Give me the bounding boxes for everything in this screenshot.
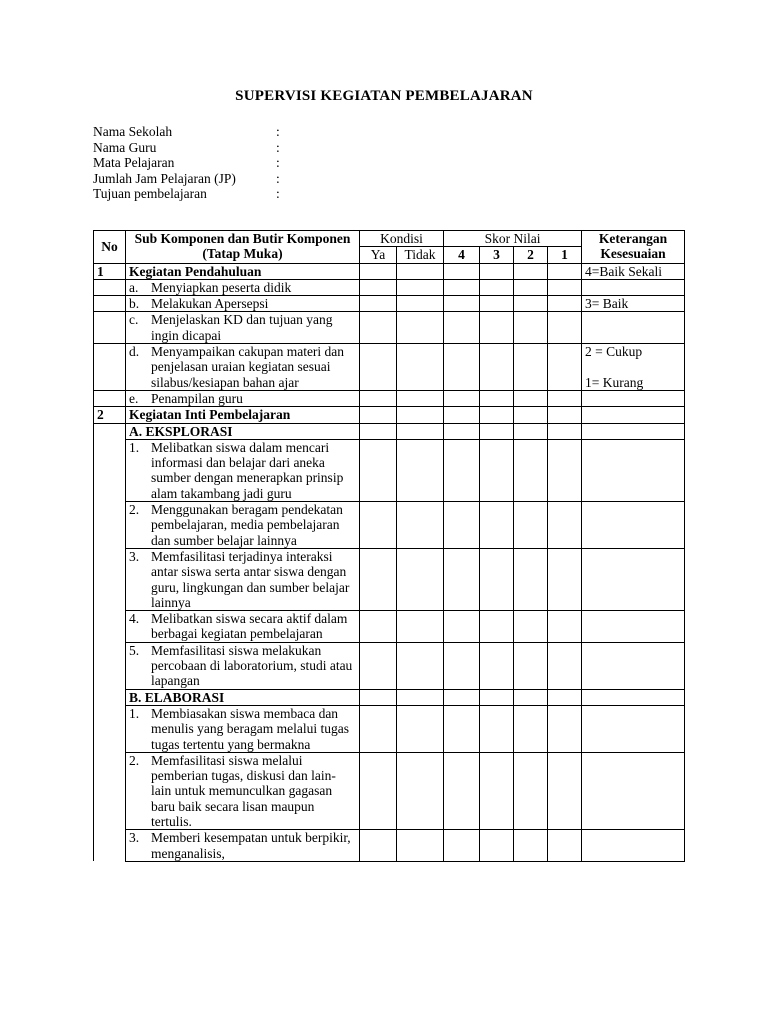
- cell-score-2[interactable]: [514, 642, 548, 689]
- cell-ya[interactable]: [360, 830, 397, 862]
- info-label: Mata Pelajaran: [93, 155, 175, 170]
- cell-score-3[interactable]: [480, 439, 514, 501]
- info-label: Jumlah Jam Pelajaran (JP): [93, 170, 236, 186]
- table-row: [94, 296, 685, 312]
- cell-score-3[interactable]: [480, 263, 514, 279]
- table-row: [94, 312, 685, 344]
- cell-score-1[interactable]: [548, 390, 582, 406]
- item-mark: 2.: [129, 502, 140, 518]
- cell-ya[interactable]: [360, 312, 397, 344]
- header-keterangan: Keterangan Kesesuaian: [582, 231, 685, 264]
- keterangan-cell: [582, 752, 685, 829]
- item-mark: e.: [129, 390, 139, 406]
- cell-score-3[interactable]: [480, 312, 514, 344]
- table-row: [94, 439, 685, 501]
- cell-score-1[interactable]: [548, 407, 582, 423]
- cell-score-4[interactable]: [444, 423, 480, 439]
- cell-score-4[interactable]: [444, 642, 480, 689]
- cell-tidak[interactable]: [397, 390, 444, 406]
- item-text: Melibatkan siswa dalam mencari informasi dan belajar dari aneka sumber dengan menerapkan prinsip alam takambang jadi guru: [151, 439, 344, 501]
- cell-score-1[interactable]: [548, 344, 582, 391]
- cell-score-1[interactable]: [548, 642, 582, 689]
- cell-ya[interactable]: [360, 407, 397, 423]
- cell-score-3[interactable]: [480, 642, 514, 689]
- item-text: Melakukan Apersepsi: [151, 296, 269, 312]
- section-title: Kegiatan Inti Pembelajaran: [126, 407, 360, 423]
- cell-tidak[interactable]: [397, 548, 444, 610]
- keterangan-kurang: 1= Kurang: [585, 374, 644, 390]
- item-mark: 4.: [129, 611, 140, 627]
- cell-tidak[interactable]: [397, 407, 444, 423]
- keterangan-cell: [582, 279, 685, 295]
- cell-score-3[interactable]: [480, 752, 514, 829]
- info-colon: :: [276, 170, 280, 186]
- cell-score-1[interactable]: [548, 705, 582, 752]
- cell-score-2[interactable]: [514, 830, 548, 862]
- subsection-row-eksplorasi: [94, 423, 685, 439]
- item-cell: [126, 705, 360, 752]
- item-cell: [126, 611, 360, 643]
- item-mark: c.: [129, 312, 139, 328]
- cell-no: [94, 312, 126, 344]
- header-score-4: 4: [444, 247, 480, 263]
- table-row: [94, 611, 685, 643]
- cell-score-4[interactable]: [444, 344, 480, 391]
- cell-score-4[interactable]: [444, 830, 480, 862]
- cell-score-3[interactable]: [480, 390, 514, 406]
- header-score-1: 1: [548, 247, 582, 263]
- cell-score-3[interactable]: [480, 830, 514, 862]
- cell-score-4[interactable]: [444, 752, 480, 829]
- cell-score-3[interactable]: [480, 502, 514, 549]
- item-cell: [126, 439, 360, 501]
- keterangan-cell: 4=Baik Sekali: [582, 263, 685, 279]
- item-cell: [126, 752, 360, 829]
- table-row: [94, 705, 685, 752]
- table-row: [94, 752, 685, 829]
- cell-tidak[interactable]: [397, 296, 444, 312]
- header-score-2: 2: [514, 247, 548, 263]
- cell-score-2[interactable]: [514, 548, 548, 610]
- item-cell: [126, 390, 360, 406]
- subsection-title: A. EKSPLORASI: [126, 423, 360, 439]
- header-tidak: Tidak: [397, 247, 444, 263]
- item-mark: 1.: [129, 439, 140, 455]
- cell-score-2[interactable]: [514, 689, 548, 705]
- section-row-inti: [94, 407, 685, 423]
- cell-score-2[interactable]: [514, 705, 548, 752]
- cell-score-4[interactable]: [444, 705, 480, 752]
- keterangan-cell: [582, 830, 685, 862]
- item-text: Menggunakan beragam pendekatan pembelajaran, media pembelajaran dan sumber belajar lainnya: [151, 502, 343, 548]
- item-mark: 1.: [129, 705, 140, 721]
- cell-ya[interactable]: [360, 439, 397, 501]
- header-kondisi: Kondisi: [360, 231, 444, 247]
- cell-score-2[interactable]: [514, 502, 548, 549]
- cell-score-1[interactable]: [548, 279, 582, 295]
- cell-ya[interactable]: [360, 296, 397, 312]
- item-cell: [126, 344, 360, 391]
- cell-tidak[interactable]: [397, 312, 444, 344]
- cell-tidak[interactable]: [397, 344, 444, 391]
- cell-score-2[interactable]: [514, 390, 548, 406]
- item-cell: [126, 296, 360, 312]
- info-label: Nama Guru: [93, 139, 157, 155]
- item-mark: 5.: [129, 642, 140, 658]
- cell-score-3[interactable]: [480, 611, 514, 643]
- cell-score-4[interactable]: [444, 312, 480, 344]
- cell-score-4[interactable]: [444, 611, 480, 643]
- document-title: SUPERVISI KEGIATAN PEMBELAJARAN: [235, 88, 533, 104]
- item-mark: a.: [129, 279, 139, 295]
- cell-ya[interactable]: [360, 502, 397, 549]
- keterangan-cell: [582, 423, 685, 439]
- cell-tidak[interactable]: [397, 423, 444, 439]
- cell-score-2[interactable]: [514, 752, 548, 829]
- header-skor-nilai: Skor Nilai: [444, 231, 582, 247]
- item-text: Menyampaikan cakupan materi dan penjelasan uraian kegiatan sesuai silabus/kesiapan bahan ajar: [151, 344, 345, 390]
- cell-score-3[interactable]: [480, 548, 514, 610]
- item-mark: 2.: [129, 752, 140, 768]
- header-row-1: [94, 231, 685, 247]
- keterangan-cell: [582, 689, 685, 705]
- cell-score-4[interactable]: [444, 279, 480, 295]
- cell-no: [94, 296, 126, 312]
- cell-ya[interactable]: [360, 548, 397, 610]
- cell-score-4[interactable]: [444, 502, 480, 549]
- item-text: Memberi kesempatan untuk berpikir, menganalisis,: [151, 830, 351, 861]
- cell-score-2[interactable]: [514, 344, 548, 391]
- cell-score-2[interactable]: [514, 279, 548, 295]
- section-number: 2: [94, 407, 126, 423]
- cell-tidak[interactable]: [397, 689, 444, 705]
- item-text: Membiasakan siswa membaca dan menulis yang beragam melalui tugas tugas tertentu yang bermakna: [151, 705, 349, 752]
- table-row: [94, 548, 685, 610]
- item-text: Melibatkan siswa secara aktif dalam berbagai kegiatan pembelajaran: [151, 611, 348, 642]
- cell-score-4[interactable]: [444, 390, 480, 406]
- keterangan-cell: [582, 439, 685, 501]
- cell-no: [94, 279, 126, 295]
- keterangan-cell: [582, 502, 685, 549]
- section-number: 1: [94, 263, 126, 279]
- item-cell: [126, 312, 360, 344]
- item-cell: [126, 279, 360, 295]
- item-mark: d.: [129, 344, 140, 360]
- cell-tidak[interactable]: [397, 263, 444, 279]
- cell-score-1[interactable]: [548, 611, 582, 643]
- header-sub-komponen: Sub Komponen dan Butir Komponen (Tatap Muka): [126, 231, 360, 264]
- keterangan-cell: [582, 705, 685, 752]
- cell-ya[interactable]: [360, 611, 397, 643]
- item-text: Menyiapkan peserta didik: [151, 279, 292, 295]
- cell-score-2[interactable]: [514, 312, 548, 344]
- cell-score-1[interactable]: [548, 689, 582, 705]
- cell-tidak[interactable]: [397, 439, 444, 501]
- cell-score-1[interactable]: [548, 263, 582, 279]
- cell-no: [94, 344, 126, 391]
- table-row: [94, 344, 685, 391]
- cell-score-2[interactable]: [514, 263, 548, 279]
- item-mark: 3.: [129, 830, 140, 846]
- section-title: Kegiatan Pendahuluan: [126, 263, 360, 279]
- cell-score-3[interactable]: [480, 296, 514, 312]
- cell-score-4[interactable]: [444, 263, 480, 279]
- table-row: [94, 279, 685, 295]
- cell-score-2[interactable]: [514, 407, 548, 423]
- cell-ya[interactable]: [360, 263, 397, 279]
- cell-ya[interactable]: [360, 642, 397, 689]
- cell-score-4[interactable]: [444, 439, 480, 501]
- cell-tidak[interactable]: [397, 611, 444, 643]
- cell-score-1[interactable]: [548, 752, 582, 829]
- cell-score-3[interactable]: [480, 344, 514, 391]
- subsection-row-elaborasi: [94, 689, 685, 705]
- cell-score-3[interactable]: [480, 279, 514, 295]
- cell-score-4[interactable]: [444, 407, 480, 423]
- cell-score-2[interactable]: [514, 611, 548, 643]
- item-text: Memfasilitasi siswa melakukan percobaan di laboratorium, studi atau lapangan: [151, 642, 353, 689]
- cell-score-1[interactable]: [548, 423, 582, 439]
- cell-tidak[interactable]: [397, 752, 444, 829]
- cell-no-span: [94, 423, 126, 861]
- table-row: [94, 642, 685, 689]
- keterangan-cell: [582, 642, 685, 689]
- keterangan-cell: 3= Baik: [582, 296, 685, 312]
- cell-score-3[interactable]: [480, 705, 514, 752]
- item-cell: [126, 830, 360, 862]
- table-row: [94, 390, 685, 406]
- item-text: Menjelaskan KD dan tujuan yang ingin dicapai: [151, 312, 333, 343]
- cell-score-1[interactable]: [548, 312, 582, 344]
- info-label: Tujuan pembelajaran: [93, 186, 207, 201]
- cell-score-3[interactable]: [480, 423, 514, 439]
- cell-tidak[interactable]: [397, 279, 444, 295]
- cell-score-4[interactable]: [444, 689, 480, 705]
- cell-score-2[interactable]: [514, 439, 548, 501]
- item-mark: 3.: [129, 548, 140, 564]
- keterangan-cell: [582, 407, 685, 423]
- cell-score-1[interactable]: [548, 296, 582, 312]
- header-score-3: 3: [480, 247, 514, 263]
- keterangan-cell: [582, 548, 685, 610]
- item-cell: [126, 548, 360, 610]
- section-row-pendahuluan: [94, 263, 685, 279]
- info-colon: :: [276, 139, 280, 155]
- info-colon: :: [276, 124, 280, 139]
- cell-tidak[interactable]: [397, 642, 444, 689]
- header-no: No: [94, 231, 126, 264]
- cell-tidak[interactable]: [397, 705, 444, 752]
- keterangan-cukup: 2 = Cukup: [585, 344, 643, 360]
- cell-no: [94, 390, 126, 406]
- cell-score-4[interactable]: [444, 296, 480, 312]
- table-row: [94, 502, 685, 549]
- info-label: Nama Sekolah: [93, 124, 173, 139]
- cell-tidak[interactable]: [397, 830, 444, 862]
- keterangan-cell: [582, 312, 685, 344]
- supervisi-table: [93, 230, 685, 862]
- cell-score-3[interactable]: [480, 407, 514, 423]
- item-cell: [126, 502, 360, 549]
- item-text: Penampilan guru: [151, 390, 243, 406]
- info-colon: :: [276, 186, 280, 201]
- cell-score-1[interactable]: [548, 439, 582, 501]
- cell-score-1[interactable]: [548, 502, 582, 549]
- cell-score-1[interactable]: [548, 830, 582, 862]
- item-cell: [126, 642, 360, 689]
- cell-score-4[interactable]: [444, 548, 480, 610]
- table-row: [94, 830, 685, 862]
- keterangan-cell: [582, 611, 685, 643]
- cell-ya[interactable]: [360, 390, 397, 406]
- cell-ya[interactable]: [360, 705, 397, 752]
- item-mark: b.: [129, 296, 140, 312]
- cell-ya[interactable]: [360, 423, 397, 439]
- header-ya: Ya: [360, 247, 397, 263]
- cell-ya[interactable]: [360, 752, 397, 829]
- info-colon: :: [276, 155, 280, 170]
- keterangan-cell: [582, 344, 685, 391]
- cell-ya[interactable]: [360, 279, 397, 295]
- cell-tidak[interactable]: [397, 502, 444, 549]
- keterangan-cell: [582, 390, 685, 406]
- subsection-title: B. ELABORASI: [126, 689, 360, 705]
- cell-score-3[interactable]: [480, 689, 514, 705]
- cell-ya[interactable]: [360, 689, 397, 705]
- item-text: Memfasilitasi terjadinya interaksi antar siswa serta antar siswa dengan guru, lingkungan dan sumber belajar lainnya: [151, 548, 350, 610]
- cell-score-1[interactable]: [548, 548, 582, 610]
- cell-score-2[interactable]: [514, 423, 548, 439]
- cell-ya[interactable]: [360, 344, 397, 391]
- cell-score-2[interactable]: [514, 296, 548, 312]
- item-text: Memfasilitasi siswa melalui pemberian tugas, diskusi dan lain-lain untuk memunculkan gagasan baru baik secara lisan maupun tertulis.: [151, 752, 336, 829]
